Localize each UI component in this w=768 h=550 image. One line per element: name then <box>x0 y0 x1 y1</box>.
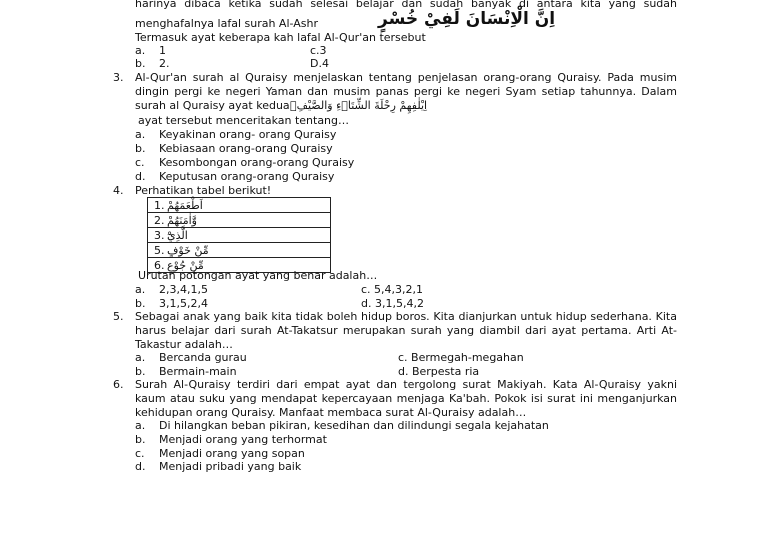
q6-text-line-3: kehidupan orang Quraisy. Manfaat membaca surat Al-Quraisy adalah… <box>135 406 527 419</box>
q2-arabic-verse: اِنَّ الْاِنْسَانَ لَفِيْ خُسْرٍ <box>378 9 556 29</box>
q2-option-a-letter: a. <box>135 44 146 57</box>
q4-question: Urutan potongan ayat yang benar adalah… <box>138 269 378 282</box>
q5-text-line-3: Takastur adalah… <box>135 338 233 351</box>
q4-option-c: c. 5,4,3,2,1 <box>361 283 424 296</box>
q6-option-c: Menjadi orang yang sopan <box>159 447 305 460</box>
row-arabic: وَّاٰمَنَهُمْ <box>167 213 197 227</box>
q3-option-c-letter: c. <box>135 156 145 169</box>
q3-option-c: Kesombongan orang-orang Quraisy <box>159 156 355 169</box>
q4-number: 4. <box>113 184 124 197</box>
table-row <box>148 243 331 258</box>
q2-text-line-1: harinya dibaca ketika sudah selesai belajar dan sudah banyak di antara kita yang sudah <box>135 0 677 10</box>
q2-option-b-letter: b. <box>135 57 146 70</box>
q3-question: ayat tersebut menceritakan tentang… <box>138 114 350 127</box>
q5-option-a: Bercanda gurau <box>159 351 247 364</box>
q6-option-b-letter: b. <box>135 433 146 446</box>
q3-option-a-letter: a. <box>135 128 146 141</box>
row-arabic: الَّذِيْٓ <box>167 228 188 242</box>
q3-text-line-2: dingin pergi ke negeri Yaman dan musim panas pergi ke negeri Syam setiap tahunnya. Dalam <box>135 85 677 98</box>
table-row <box>148 198 331 213</box>
q6-option-b: Menjadi orang yang terhormat <box>159 433 327 446</box>
row-number: 5. <box>154 243 165 257</box>
q3-option-a: Keyakinan orang- orang Quraisy <box>159 128 337 141</box>
q5-text-line-1: Sebagai anak yang baik kita tidak boleh hidup boros. Kita dianjurkan untuk hidup sederhana. Kita <box>135 310 677 323</box>
row-arabic: مِّنْ جُوْعٍ <box>167 258 204 272</box>
q6-option-a-letter: a. <box>135 419 146 432</box>
table-row <box>148 228 331 243</box>
row-number: 6. <box>154 258 165 272</box>
q6-option-d: Menjadi pribadi yang baik <box>159 460 302 473</box>
ayat-table <box>147 197 331 273</box>
q3-number: 3. <box>113 71 124 84</box>
q6-text-line-2: kaum atau suku yang mendapat kepercayaan menjaga Ka'bah. Pokok isi surat ini menganjurkan <box>135 392 677 405</box>
q5-text-line-2: harus belajar dari surah At-Takatsur merupakan surah yang diambil dari ayat pertama. Arti At- <box>135 324 677 337</box>
q5-option-d: d. Berpesta ria <box>398 365 480 378</box>
row-arabic: اَطْعَمَهُمْ <box>167 198 203 212</box>
q2-text-line-2: menghafalnya lafal surah Al-Ashr <box>135 17 318 30</box>
row-number: 3. <box>154 228 165 242</box>
q4-option-b: 3,1,5,2,4 <box>159 297 208 310</box>
q5-option-a-letter: a. <box>135 351 146 364</box>
row-number: 1. <box>154 198 165 212</box>
q6-option-c-letter: c. <box>135 447 145 460</box>
q4-option-b-letter: b. <box>135 297 146 310</box>
q4-option-a-letter: a. <box>135 283 146 296</box>
q2-option-c: c.3 <box>310 44 327 57</box>
q3-option-b-letter: b. <box>135 142 146 155</box>
q4-option-a: 2,3,4,1,5 <box>159 283 208 296</box>
q3-option-d: Keputusan orang-orang Quraisy <box>159 170 335 183</box>
table-row <box>148 213 331 228</box>
q6-number: 6. <box>113 378 124 391</box>
q5-number: 5. <box>113 310 124 323</box>
q5-option-c: c. Bermegah-megahan <box>398 351 524 364</box>
q3-option-d-letter: d. <box>135 170 146 183</box>
q4-prompt: Perhatikan tabel berikut! <box>135 184 272 197</box>
q3-arabic-verse: اِيْلٰفِهِمْ رِحْلَةَ الشِّتَاۤءِ وَالصَّيْفِۚ <box>290 99 428 112</box>
q4-option-d: d. 3,1,5,4,2 <box>361 297 424 310</box>
row-number: 2. <box>154 213 165 227</box>
q6-text-line-1: Surah Al-Quraisy terdiri dari empat ayat dan tergolong surat Makiyah. Kata Al-Quraisy yakni <box>135 378 677 391</box>
q6-option-a: Di hilangkan beban pikiran, kesedihan dan dilindungi segala kejahatan <box>159 419 549 432</box>
q2-option-d: D.4 <box>310 57 329 70</box>
q3-text-line-1: Al-Qur'an surah al Quraisy menjelaskan tentang penjelasan orang-orang Quraisy. Pada musim <box>135 71 677 84</box>
q5-option-b-letter: b. <box>135 365 146 378</box>
q6-option-d-letter: d. <box>135 460 146 473</box>
q2-option-b: 2. <box>159 57 170 70</box>
q5-option-b: Bermain-main <box>159 365 237 378</box>
q2-question: Termasuk ayat keberapa kah lafal Al-Qur'an tersebut <box>135 31 426 44</box>
row-arabic: مِّنْ خَوْفٍ <box>167 243 209 257</box>
q2-option-a: 1 <box>159 44 166 57</box>
q3-text-line-3: surah al Quraisy ayat kedua <box>135 99 290 112</box>
q3-option-b: Kebiasaan orang-orang Quraisy <box>159 142 333 155</box>
